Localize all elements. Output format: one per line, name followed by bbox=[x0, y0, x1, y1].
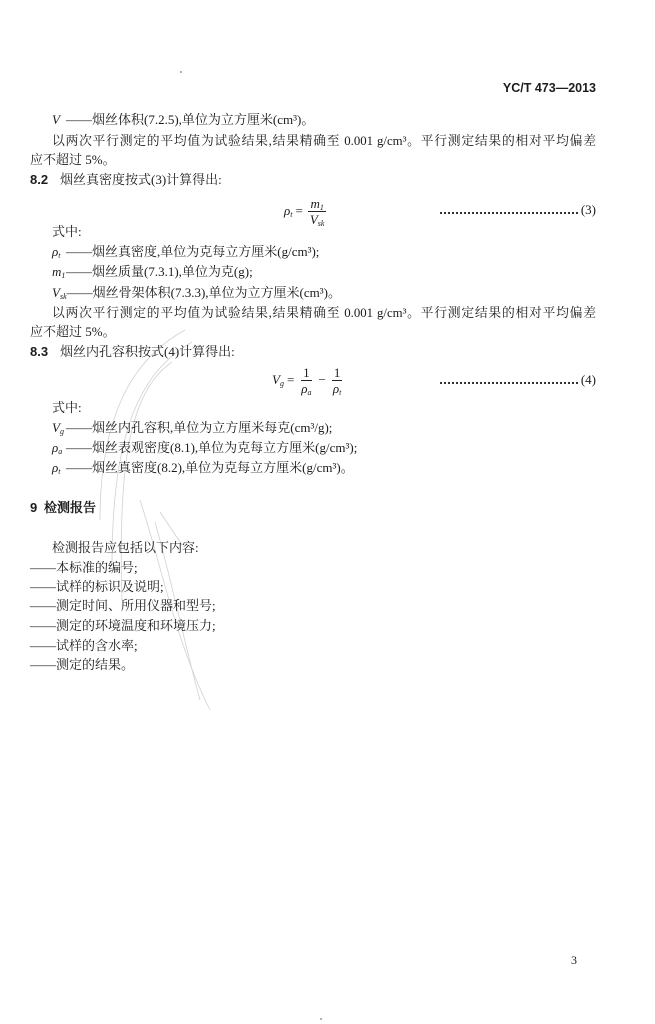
equation-number-row-4 bbox=[440, 372, 596, 388]
lhs-subscript: t bbox=[290, 210, 293, 219]
list-item: ——测定时间、所用仪器和型号; bbox=[30, 598, 216, 613]
symbol bbox=[52, 244, 66, 260]
result-statement: 以两次平行测定的平均值为试验结果,结果精确至 0.001 g/cm³。平行测定结果的相对平均偏差 bbox=[52, 134, 596, 148]
symbol bbox=[52, 420, 66, 436]
clause-title: 烟丝真密度按式(3)计算得出: bbox=[60, 172, 222, 187]
definition-text: ——烟丝骨架体积(7.3.3),单位为立方厘米(cm³)。 bbox=[66, 285, 341, 300]
dot-leader bbox=[440, 212, 578, 214]
numerator bbox=[308, 196, 325, 212]
definition-text: ——烟丝表观密度(8.1),单位为克每立方厘米(g/cm³); bbox=[66, 440, 358, 455]
symbol-subscript: t bbox=[58, 251, 61, 260]
definition-text: ——烟丝真密度(8.2),单位为克每立方厘米(g/cm³)。 bbox=[66, 460, 354, 475]
denominator bbox=[308, 212, 327, 227]
formula-4 bbox=[272, 362, 345, 398]
denominator-subscript: t bbox=[339, 387, 342, 397]
clause-number: 8.2 bbox=[30, 172, 49, 187]
numerator-symbol: m bbox=[310, 195, 320, 211]
symbol: V bbox=[52, 112, 60, 127]
result-statement-end: 应不超过 5%。 bbox=[30, 324, 116, 339]
denominator bbox=[299, 381, 313, 396]
symbol-subscript: sk bbox=[59, 292, 67, 301]
denominator-subscript: sk bbox=[317, 218, 325, 228]
numerator: 1 bbox=[333, 364, 341, 380]
clause-title: 烟丝内孔容积按式(4)计算得出: bbox=[60, 344, 235, 359]
symbol bbox=[52, 440, 66, 456]
clause-9-heading bbox=[30, 500, 96, 516]
equation-number: (4) bbox=[580, 372, 596, 387]
page-number: 3 bbox=[571, 953, 577, 967]
standard-code: YC/T 473—2013 bbox=[502, 81, 596, 95]
numerator-subscript: 1 bbox=[319, 202, 324, 212]
clause-number: 8.3 bbox=[30, 344, 49, 359]
symbol-subscript: g bbox=[59, 427, 64, 436]
definition-rho-t bbox=[52, 460, 354, 476]
symbol-subscript: a bbox=[58, 447, 63, 456]
clause-8-3-heading bbox=[30, 344, 235, 360]
list-item: ——本标准的编号; bbox=[30, 560, 138, 575]
clause-number: 9 bbox=[30, 500, 38, 515]
list-item: ——测定的结果。 bbox=[30, 657, 135, 672]
minus-sign: − bbox=[318, 372, 326, 387]
clause-title: 检测报告 bbox=[44, 500, 97, 515]
report-intro: 检测报告应包括以下内容: bbox=[52, 540, 199, 555]
symbol-base: V bbox=[52, 420, 60, 435]
result-statement: 以两次平行测定的平均值为试验结果,结果精确至 0.001 g/cm³。平行测定结果的相对平均偏差 bbox=[52, 306, 596, 320]
where-label: 式中: bbox=[52, 400, 82, 415]
definition-text: ——烟丝内孔容积,单位为立方厘米每克(cm³/g); bbox=[66, 420, 333, 435]
symbol bbox=[52, 460, 66, 476]
clause-8-2-heading bbox=[30, 172, 222, 188]
symbol bbox=[52, 285, 67, 301]
lhs-subscript: g bbox=[279, 379, 284, 388]
definition-m-1 bbox=[52, 264, 253, 280]
result-statement-end: 应不超过 5%。 bbox=[30, 152, 116, 167]
equation-number-row-3 bbox=[440, 202, 596, 218]
definition-text: ——烟丝真密度,单位为克每立方厘米(g/cm³); bbox=[66, 244, 320, 259]
symbol-base: ρ bbox=[52, 440, 59, 455]
symbol-subscript: t bbox=[58, 467, 61, 476]
denominator bbox=[331, 381, 343, 396]
equals-sign: = bbox=[286, 372, 295, 387]
definition-rho-t bbox=[52, 244, 319, 260]
definition-text: ——烟丝体积(7.2.5),单位为立方厘米(cm³)。 bbox=[66, 112, 315, 127]
fraction bbox=[308, 196, 327, 227]
definition-rho-a bbox=[52, 440, 357, 456]
denominator-symbol: ρ bbox=[332, 380, 340, 396]
symbol bbox=[52, 264, 66, 280]
where-label: 式中: bbox=[52, 224, 82, 239]
lhs-symbol: V bbox=[272, 372, 280, 387]
symbol-base: ρ bbox=[52, 460, 59, 475]
symbol-base: V bbox=[52, 285, 60, 300]
equals-sign: = bbox=[295, 203, 303, 218]
formula-3 bbox=[284, 193, 328, 229]
denominator-symbol: V bbox=[309, 211, 318, 227]
symbol-subscript: 1 bbox=[61, 271, 66, 280]
formula-lhs bbox=[272, 372, 284, 388]
numerator: 1 bbox=[303, 364, 310, 380]
dot-leader bbox=[440, 382, 578, 384]
fraction-2 bbox=[331, 365, 343, 396]
definition-text: ——烟丝质量(7.3.1),单位为克(g); bbox=[66, 264, 253, 279]
definition-v-g bbox=[52, 420, 332, 436]
equation-number: (3) bbox=[580, 202, 596, 217]
list-item: ——试样的标识及说明; bbox=[30, 579, 164, 594]
symbol-base: ρ bbox=[52, 244, 59, 259]
list-item: ——测定的环境温度和环境压力; bbox=[30, 618, 216, 633]
fraction-1 bbox=[299, 365, 313, 396]
definition-v bbox=[52, 112, 314, 128]
lhs-symbol: ρ bbox=[284, 203, 291, 218]
denominator-symbol: ρ bbox=[301, 380, 308, 396]
list-item: ——试样的含水率; bbox=[30, 638, 138, 653]
definition-v-sk bbox=[52, 285, 341, 301]
symbol-base: m bbox=[52, 264, 62, 279]
denominator-subscript: a bbox=[307, 387, 312, 397]
formula-lhs bbox=[284, 203, 292, 219]
